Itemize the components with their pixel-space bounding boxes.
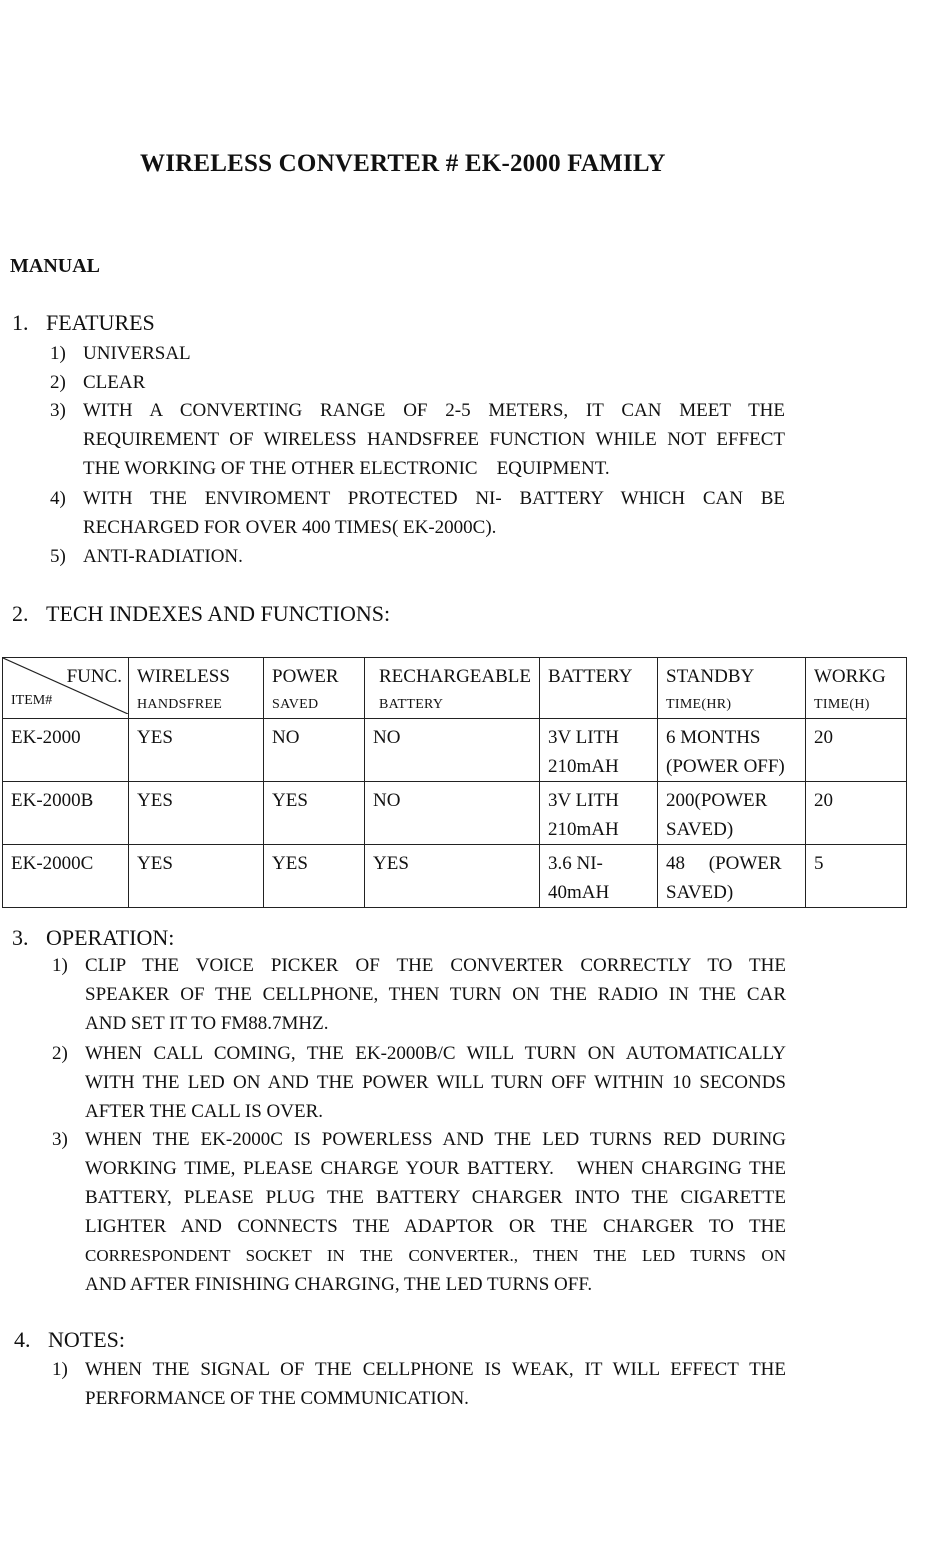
cell-rechargeable: NO: [365, 719, 540, 782]
section-tech-heading: [12, 601, 390, 627]
table-header-row: [3, 658, 907, 719]
header-cell: [264, 658, 365, 719]
header-sub: TIME(HR): [666, 697, 732, 712]
header-main: RECHARGEABLE: [379, 666, 531, 687]
cell-item: EK-2000C: [3, 845, 129, 908]
item-text-line: WHEN THE EK-2000C IS POWERLESS AND THE LED TURNS RED DURING: [85, 1129, 786, 1150]
section-notes-heading: [14, 1327, 125, 1353]
corner-cell: [3, 658, 129, 719]
item-text-line: WHEN CALL COMING, THE EK-2000B/C WILL TURN ON AUTOMATICALLY: [85, 1043, 786, 1064]
item-text-line: WITH THE ENVIROMENT PROTECTED NI- BATTERY WHICH CAN BE: [83, 488, 785, 509]
item-number: 2): [50, 372, 66, 393]
section-operation-heading: [12, 925, 174, 951]
cell-standby: [658, 782, 806, 845]
table-row: [3, 845, 907, 908]
item-text-line: WITH A CONVERTING RANGE OF 2-5 METERS, IT CAN MEET THE: [83, 400, 785, 421]
item-text-line: AND SET IT TO FM88.7MHZ.: [85, 1013, 329, 1034]
section-features-heading: [12, 310, 155, 336]
manual-label: MANUAL: [10, 255, 100, 277]
item-text: UNIVERSAL: [83, 343, 191, 364]
corner-func-label: FUNC.: [66, 666, 122, 687]
header-sub: BATTERY: [379, 697, 444, 712]
cell-battery: [540, 782, 658, 845]
battery-line: 210mAH: [548, 756, 619, 777]
cell-item: EK-2000B: [3, 782, 129, 845]
item-number: 2): [52, 1043, 68, 1064]
item-text-line: WORKING TIME, PLEASE CHARGE YOUR BATTERY. WHEN CHARGING THE: [85, 1158, 786, 1179]
item-number: 4): [50, 488, 66, 509]
features-item-3: [50, 396, 785, 483]
header-sub: HANDSFREE: [137, 697, 223, 712]
item-text-line: REQUIREMENT OF WIRELESS HANDSFREE FUNCTION WHILE NOT EFFECT: [83, 429, 785, 450]
section-number: 4.: [14, 1327, 31, 1352]
cell-wireless: YES: [129, 719, 264, 782]
cell-work: 20: [806, 782, 907, 845]
item-text-line: CORRESPONDENT SOCKET IN THE CONVERTER., THEN THE LED TURNS ON: [85, 1246, 786, 1265]
cell-standby: [658, 845, 806, 908]
standby-line: SAVED): [666, 819, 734, 840]
tech-table: [2, 657, 907, 908]
features-item-1: [50, 339, 785, 368]
header-sub: TIME(H): [814, 697, 870, 712]
item-text-line: LIGHTER AND CONNECTS THE ADAPTOR OR THE CHARGER TO THE: [85, 1216, 786, 1237]
operation-item-3: [52, 1125, 787, 1299]
item-text-line: BATTERY, PLEASE PLUG THE BATTERY CHARGER INTO THE CIGARETTE: [85, 1187, 786, 1208]
cell-power: YES: [264, 845, 365, 908]
item-number: 1): [50, 343, 66, 364]
features-item-5: [50, 542, 785, 571]
features-item-2: [50, 368, 785, 397]
item-number: 1): [52, 1359, 68, 1380]
item-text-line: CLIP THE VOICE PICKER OF THE CONVERTER CORRECTLY TO THE: [85, 955, 786, 976]
item-number: 5): [50, 546, 66, 567]
item-text-line: WITH THE LED ON AND THE POWER WILL TURN OFF WITHIN 10 SECONDS: [85, 1072, 786, 1093]
section-number: 2.: [12, 601, 29, 626]
cell-work: 20: [806, 719, 907, 782]
header-sub: SAVED: [272, 697, 319, 712]
item-number: 1): [52, 955, 68, 976]
section-number: 3.: [12, 925, 29, 950]
item-number: 3): [52, 1129, 68, 1150]
battery-line: 3V LITH: [548, 790, 619, 811]
item-number: 3): [50, 400, 66, 421]
item-text: CLEAR: [83, 372, 146, 393]
section-title: FEATURES: [46, 310, 155, 335]
standby-line: (POWER OFF): [666, 756, 785, 777]
cell-power: NO: [264, 719, 365, 782]
features-item-4: [50, 484, 785, 542]
header-main: WORKG: [814, 666, 886, 687]
header-cell: [658, 658, 806, 719]
cell-standby: [658, 719, 806, 782]
battery-line: 40mAH: [548, 882, 610, 903]
section-title: TECH INDEXES AND FUNCTIONS:: [46, 601, 391, 626]
section-title: OPERATION:: [46, 925, 175, 950]
cell-power: YES: [264, 782, 365, 845]
operation-item-2: [52, 1039, 787, 1126]
section-number: 1.: [12, 310, 29, 335]
header-main: BATTERY: [548, 666, 633, 687]
item-text-line: WHEN THE SIGNAL OF THE CELLPHONE IS WEAK, IT WILL EFFECT THE: [85, 1359, 786, 1380]
cell-battery: [540, 719, 658, 782]
cell-item: EK-2000: [3, 719, 129, 782]
header-cell: [365, 658, 540, 719]
item-text-line: THE WORKING OF THE OTHER ELECTRONIC EQUIPMENT.: [83, 458, 610, 479]
header-cell: [540, 658, 658, 719]
cell-rechargeable: YES: [365, 845, 540, 908]
cell-rechargeable: NO: [365, 782, 540, 845]
standby-line: 48 (POWER: [666, 853, 782, 874]
notes-item-1: [52, 1355, 787, 1413]
cell-wireless: YES: [129, 782, 264, 845]
item-text-line: PERFORMANCE OF THE COMMUNICATION.: [85, 1388, 469, 1409]
cell-wireless: YES: [129, 845, 264, 908]
cell-work: 5: [806, 845, 907, 908]
header-main: POWER: [272, 666, 339, 687]
table-row: [3, 782, 907, 845]
section-title: NOTES:: [48, 1327, 125, 1352]
battery-line: 3.6 NI-: [548, 853, 603, 874]
item-text-line: RECHARGED FOR OVER 400 TIMES( EK-2000C).: [83, 517, 497, 538]
item-text-line: AND AFTER FINISHING CHARGING, THE LED TURNS OFF.: [85, 1274, 593, 1295]
battery-line: 210mAH: [548, 819, 619, 840]
header-main: STANDBY: [666, 666, 755, 687]
table-row: [3, 719, 907, 782]
corner-item-label: ITEM#: [11, 693, 53, 708]
header-cell: [129, 658, 264, 719]
standby-line: 6 MONTHS: [666, 727, 761, 748]
operation-item-1: [52, 951, 787, 1038]
standby-line: SAVED): [666, 882, 734, 903]
cell-battery: [540, 845, 658, 908]
battery-line: 3V LITH: [548, 727, 619, 748]
header-cell: [806, 658, 907, 719]
item-text-line: AFTER THE CALL IS OVER.: [85, 1101, 324, 1122]
item-text-line: SPEAKER OF THE CELLPHONE, THEN TURN ON THE RADIO IN THE CAR: [85, 984, 786, 1005]
header-main: WIRELESS: [137, 666, 230, 687]
item-text: ANTI-RADIATION.: [83, 546, 243, 567]
document-title: WIRELESS CONVERTER # EK-2000 FAMILY: [140, 150, 666, 177]
standby-line: 200(POWER: [666, 790, 768, 811]
